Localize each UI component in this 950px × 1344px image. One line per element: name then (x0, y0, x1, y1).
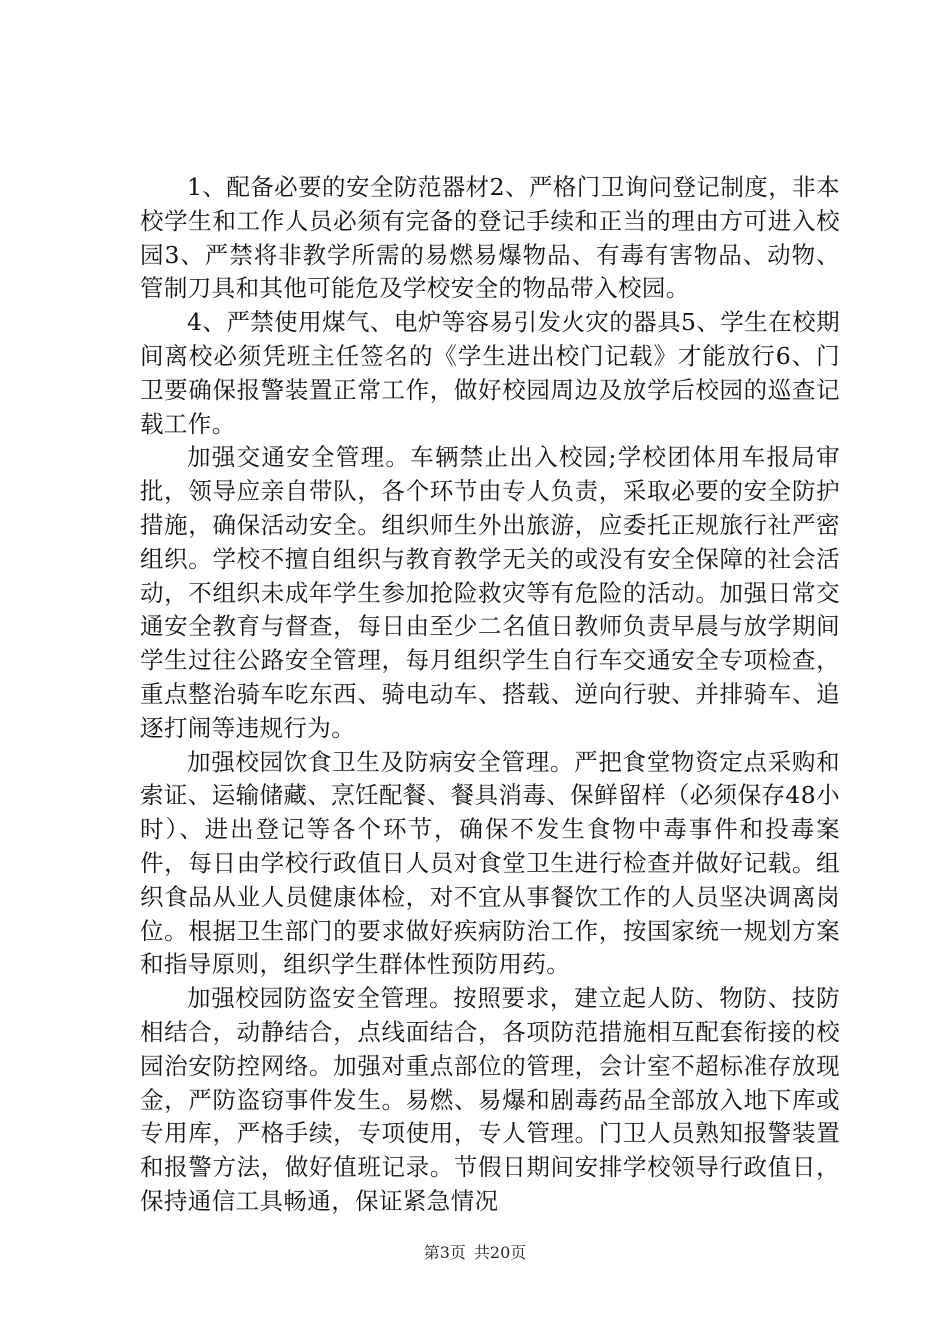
paragraph-food-hygiene: 加强校园饮食卫生及防病安全管理。严把食堂物资定点采购和索证、运输储藏、烹饪配餐、餐具消毒、保鲜留样（必须保存48小时）、进出登记等各个环节，确保不发生食物中毒事件和投毒案件，每日由学校行政值日人员对食堂卫生进行检查并做好记载。组织食品从业人员健康体检，对不宜从事餐饮工作的人员坚决调离岗位。根据卫生部门的要求做好疾病防治工作，按国家统一规划方案和指导原则，组织学生群体性预防用药。 (140, 747, 840, 979)
paragraph-fire-and-gate-rules: 4、严禁使用煤气、电炉等容易引发火灾的器具5、学生在校期间离校必须凭班主任签名的《学生进出校门记载》才能放行6、门卫要确保报警装置正常工作，做好校园周边及放学后校园的巡查记载工作。 (140, 308, 840, 438)
page-footer (0, 1243, 950, 1263)
paragraph-traffic-safety: 加强交通安全管理。车辆禁止出入校园;学校团体用车报局审批，领导应亲自带队，各个环节由专人负责，采取必要的安全防护措施，确保活动安全。组织师生外出旅游，应委托正规旅行社严密组织。学校不擅自组织与教育教学无关的或没有安全保障的社会活动，不组织未成年学生参加抢险救灾等有危险的活动。加强日常交通安全教育与督查，每日由至少二名值日教师负责早晨与放学期间学生过往公路安全管理，每月组织学生自行车交通安全专项检查，重点整治骑车吃东西、骑电动车、搭载、逆向行驶、并排骑车、追逐打闹等违规行为。 (140, 443, 840, 742)
page-total: 共20页 (473, 1243, 527, 1262)
paragraph-campus-safety-equipment: 1、配备必要的安全防范器材2、严格门卫询问登记制度，非本校学生和工作人员必须有完备的登记手续和正当的理由方可进入校园3、严禁将非教学所需的易燃易爆物品、有毒有害物品、动物、管制刀具和其他可能危及学校安全的物品带入校园。 (140, 173, 840, 303)
page-number: 第3页 (423, 1243, 466, 1262)
paragraph-theft-prevention: 加强校园防盗安全管理。按照要求，建立起人防、物防、技防相结合，动静结合，点线面结合，各项防范措施相互配套衔接的校园治安防控网络。加强对重点部位的管理，会计室不超标准存放现金，严防盗窃事件发生。易燃、易爆和剧毒药品全部放入地下库或专用库，严格手续，专项使用，专人管理。门卫人员熟知报警装置和报警方法，做好值班记录。节假日期间安排学校领导行政值日，保持通信工具畅通，保证紧急情况 (140, 984, 840, 1215)
document-body (140, 171, 840, 1219)
